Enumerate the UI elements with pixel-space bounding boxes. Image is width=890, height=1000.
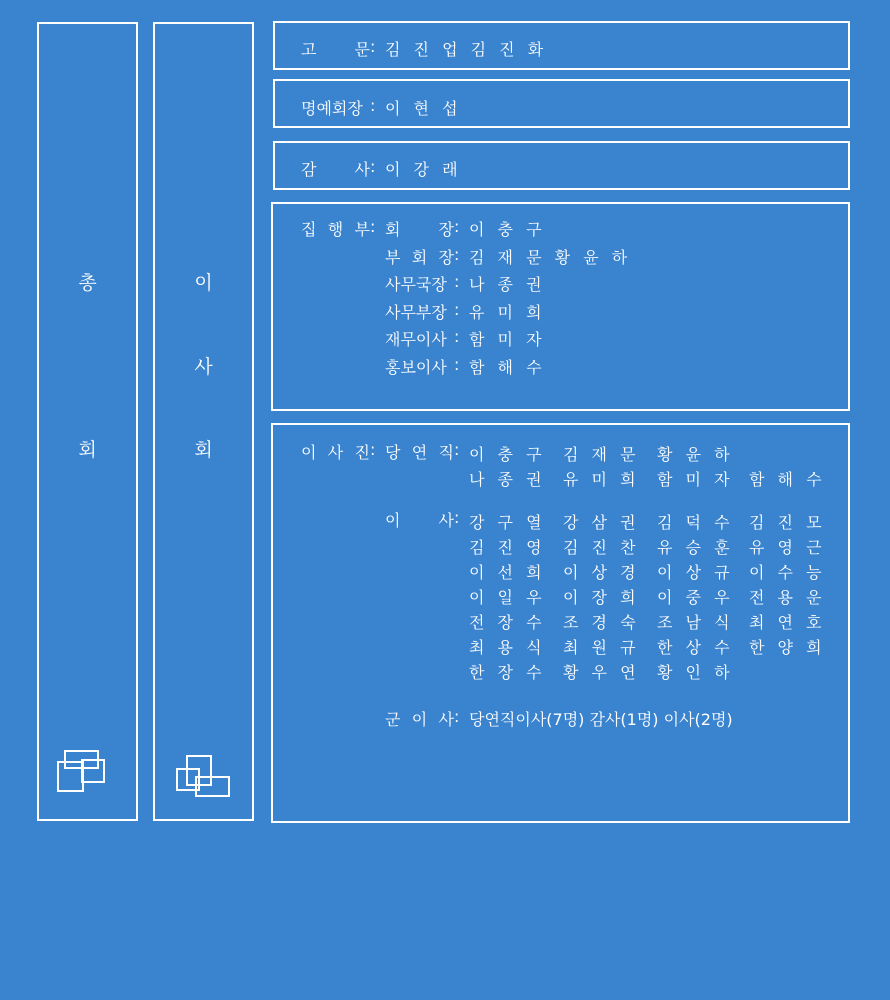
director-name: 김 진 찬	[563, 538, 640, 557]
director-name: 김 진 모	[749, 513, 826, 532]
director-name: 김 진 영	[469, 538, 546, 557]
colon: :	[370, 440, 376, 459]
director-name: 한 상 수	[657, 638, 734, 657]
director-name: 황 윤 하	[657, 445, 734, 464]
district-value: 당연직이사(7명) 감사(1명) 이사(2명)	[469, 710, 733, 729]
director-name: 조 남 식	[657, 613, 734, 632]
director-name: 전 용 운	[749, 588, 826, 607]
colon: :	[454, 508, 460, 527]
director-name: 최 원 규	[563, 638, 640, 657]
overlapping-squares-icon	[175, 754, 235, 800]
members-label: 이 사	[385, 511, 454, 530]
colon: :	[454, 244, 460, 264]
colon: :	[370, 157, 376, 176]
executive-name: 김 재 문 황 윤 하	[469, 247, 632, 267]
director-name: 한 장 수	[469, 663, 546, 682]
honorary-chair-box	[273, 79, 850, 128]
auditor-box	[273, 141, 850, 190]
executive-name: 나 종 권	[469, 275, 546, 295]
director-name: 유 미 희	[563, 470, 640, 489]
colon: :	[370, 217, 376, 236]
advisor-box	[273, 21, 850, 70]
executive-role: 사무부장	[385, 302, 447, 322]
executive-role: 부 회 장	[385, 247, 454, 267]
director-name: 함 미 자	[657, 470, 734, 489]
board-char-2: 사	[194, 356, 213, 378]
honorary-chair-value: 이 현 섭	[385, 99, 462, 118]
director-name: 유 승 훈	[657, 538, 734, 557]
executive-box	[271, 202, 850, 411]
colon: :	[454, 440, 460, 459]
general-assembly-char-1: 총	[78, 272, 97, 294]
director-name: 한 양 희	[749, 638, 826, 657]
colon: :	[454, 299, 460, 319]
director-name: 유 영 근	[749, 538, 826, 557]
general-assembly-char-2: 회	[78, 439, 97, 461]
director-name: 이 상 규	[657, 563, 734, 582]
board-box	[153, 22, 254, 821]
colon: :	[370, 37, 376, 56]
district-label: 군 이 사	[385, 710, 454, 729]
executive-role: 재무이사	[385, 330, 447, 350]
director-name: 이 충 구	[469, 445, 546, 464]
honorary-chair-label: 명예회장	[301, 99, 363, 118]
board-char-1: 이	[194, 272, 213, 294]
director-name: 이 일 우	[469, 588, 546, 607]
directors-box	[271, 423, 850, 823]
auditor-label: 감 사	[301, 160, 370, 179]
colon: :	[454, 217, 460, 236]
director-name: 나 종 권	[469, 470, 546, 489]
executive-label: 집 행 부	[301, 220, 370, 239]
colon: :	[454, 707, 460, 726]
board-char-3: 회	[194, 439, 213, 461]
ex-officio-label: 당 연 직	[385, 443, 454, 462]
director-name: 이 수 능	[749, 563, 826, 582]
director-name: 전 장 수	[469, 613, 546, 632]
overlapping-squares-icon	[56, 749, 108, 795]
director-name: 강 구 열	[469, 513, 546, 532]
colon: :	[370, 96, 376, 115]
executive-name: 함 해 수	[469, 358, 546, 377]
director-name: 강 삼 권	[563, 513, 640, 532]
colon: :	[454, 355, 460, 374]
director-name: 이 장 희	[563, 588, 640, 607]
director-name: 황 인 하	[657, 663, 734, 682]
directors-label: 이 사 진	[301, 443, 370, 462]
executive-name: 유 미 희	[469, 302, 546, 322]
advisor-value: 김 진 업 김 진 화	[385, 40, 548, 59]
director-name: 김 재 문	[563, 445, 640, 464]
director-name: 조 경 숙	[563, 613, 640, 632]
director-name: 함 해 수	[749, 470, 826, 489]
colon: :	[454, 327, 460, 347]
director-name: 이 상 경	[563, 563, 640, 582]
executive-role: 회 장	[385, 220, 454, 239]
director-name: 최 용 식	[469, 638, 546, 657]
advisor-label: 고 문	[301, 40, 370, 59]
director-name: 이 선 희	[469, 563, 546, 582]
director-name: 황 우 연	[563, 663, 640, 682]
executive-role: 사무국장	[385, 275, 447, 295]
director-name: 이 중 우	[657, 588, 734, 607]
executive-name: 이 충 구	[469, 220, 546, 239]
general-assembly-box	[37, 22, 138, 821]
director-name: 김 덕 수	[657, 513, 734, 532]
director-name: 최 연 호	[749, 613, 826, 632]
executive-name: 함 미 자	[469, 330, 546, 350]
executive-role: 홍보이사	[385, 358, 447, 377]
colon: :	[454, 272, 460, 292]
auditor-value: 이 강 래	[385, 160, 462, 179]
